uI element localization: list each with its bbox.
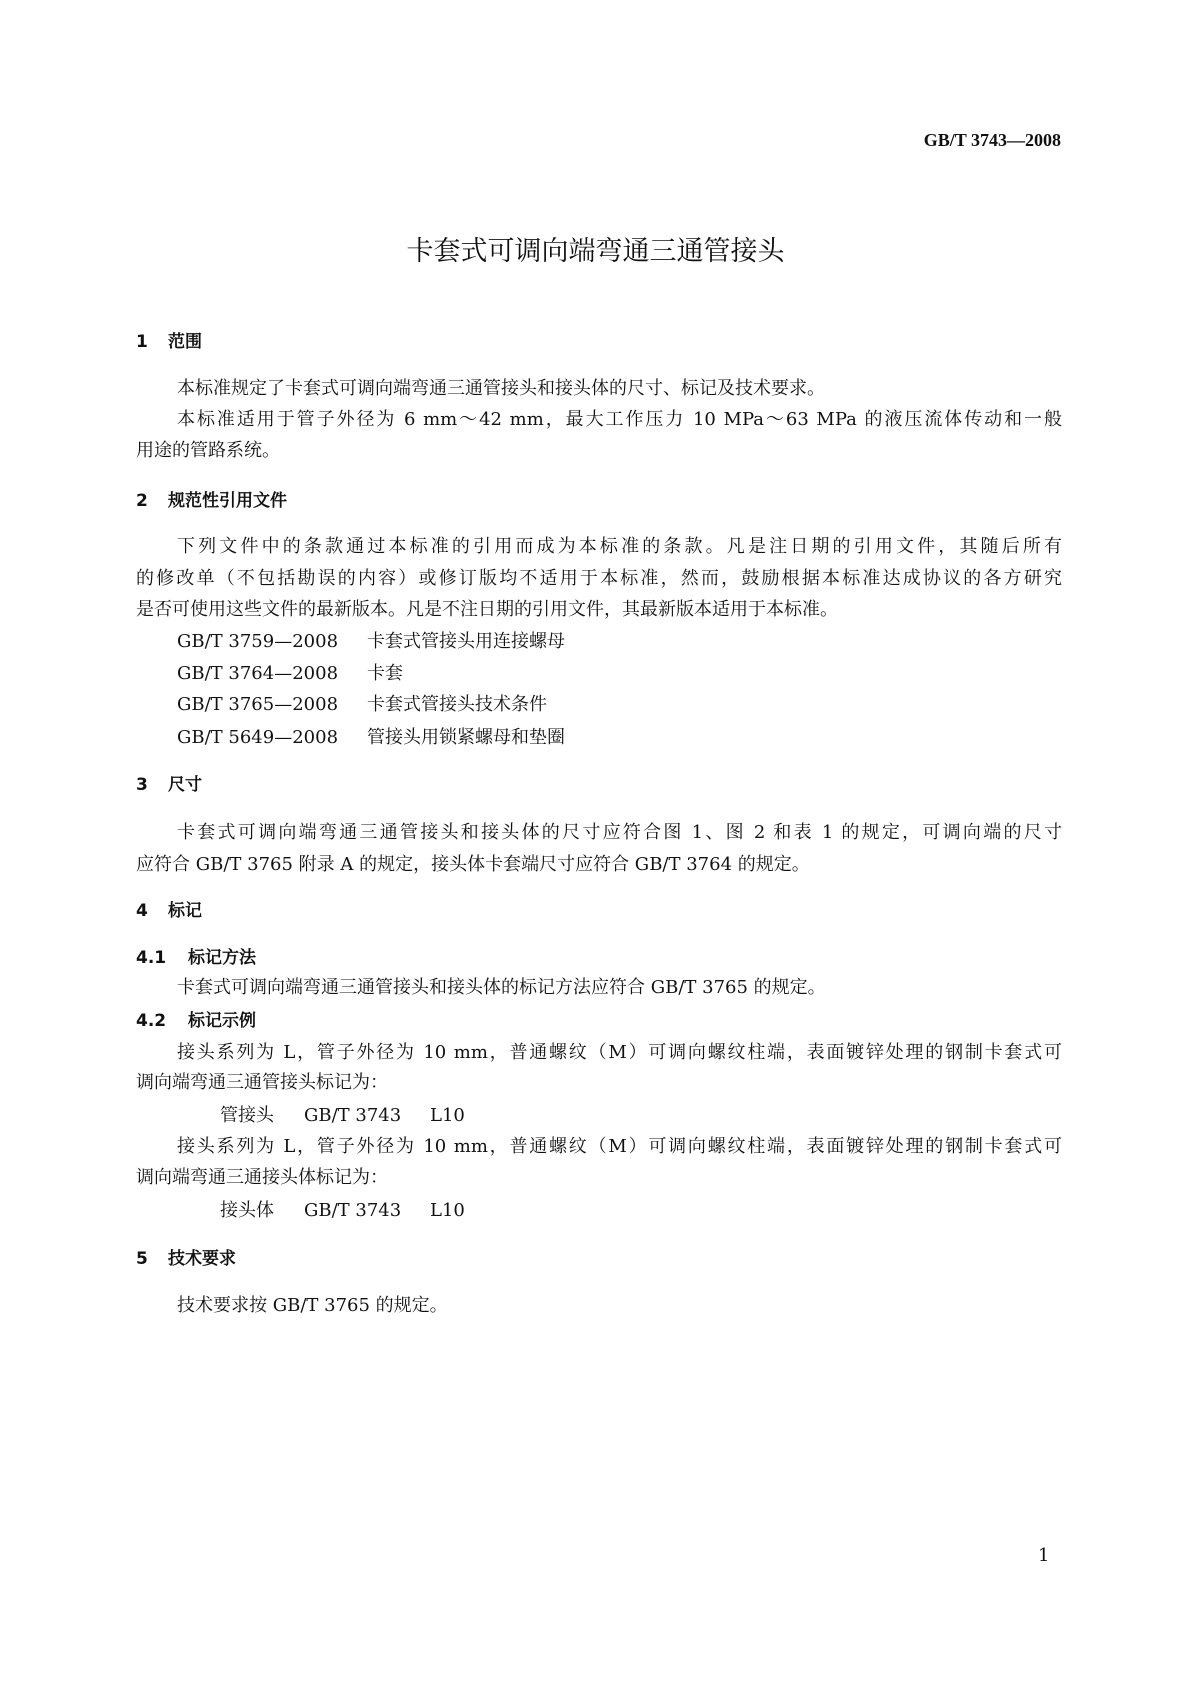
paragraph: 的修改单（不包括勘误的内容）或修订版均不适用于本标准，然而，鼓励根据本标准达成协议的各方研究 xyxy=(136,568,1062,589)
section-heading-2: 2 规范性引用文件 xyxy=(136,491,287,511)
section-heading-3: 3 尺寸 xyxy=(136,775,202,795)
reference-item: GB/T 3765—2008 卡套式管接头技术条件 xyxy=(177,694,547,715)
paragraph: 卡套式可调向端弯通三通管接头和接头体的标记方法应符合 GB/T 3765 的规定。 xyxy=(177,977,826,998)
paragraph: 调向端弯通三通接头体标记为： xyxy=(136,1167,388,1188)
paragraph: 卡套式可调向端弯通三通管接头和接头体的尺寸应符合图 1、图 2 和表 1 的规定，可调向端的尺寸 xyxy=(177,822,1062,843)
reference-item: GB/T 3764—2008 卡套 xyxy=(177,663,403,684)
subsection-heading-4-1: 4.1 标记方法 xyxy=(136,948,256,968)
paragraph: 调向端弯通三通管接头标记为： xyxy=(136,1072,388,1093)
section-heading-5: 5 技术要求 xyxy=(136,1249,236,1269)
section-heading-1: 1 范围 xyxy=(136,332,202,352)
reference-item: GB/T 3759—2008 卡套式管接头用连接螺母 xyxy=(177,631,565,652)
paragraph: 应符合 GB/T 3765 附录 A 的规定，接头体卡套端尺寸应符合 GB/T 3764 的规定。 xyxy=(136,854,810,875)
paragraph: 下列文件中的条款通过本标准的引用而成为本标准的条款。凡是注日期的引用文件，其随后所有 xyxy=(177,536,1062,557)
page-title: 卡套式可调向端弯通三通管接头 xyxy=(406,236,785,267)
paragraph: 接头系列为 L，管子外径为 10 mm，普通螺纹（M）可调向螺纹柱端，表面镀锌处理的钢制卡套式可 xyxy=(177,1042,1062,1063)
section-heading-4: 4 标记 xyxy=(136,901,202,921)
reference-item: GB/T 5649—2008 管接头用锁紧螺母和垫圈 xyxy=(177,727,565,748)
paragraph: 用途的管路系统。 xyxy=(136,440,280,461)
marking-example: 接头体 GB/T 3743 L10 xyxy=(220,1200,465,1221)
marking-example: 管接头 GB/T 3743 L10 xyxy=(220,1105,465,1126)
paragraph: 技术要求按 GB/T 3765 的规定。 xyxy=(177,1295,448,1316)
standard-number-header: GB/T 3743—2008 xyxy=(923,130,1061,150)
paragraph: 接头系列为 L，管子外径为 10 mm，普通螺纹（M）可调向螺纹柱端，表面镀锌处理的钢制卡套式可 xyxy=(177,1136,1062,1157)
subsection-heading-4-2: 4.2 标记示例 xyxy=(136,1011,256,1031)
paragraph: 本标准规定了卡套式可调向端弯通三通管接头和接头体的尺寸、标记及技术要求。 xyxy=(177,378,825,399)
paragraph: 是否可使用这些文件的最新版本。凡是不注日期的引用文件，其最新版本适用于本标准。 xyxy=(136,599,838,620)
page-number: 1 xyxy=(1038,1545,1050,1566)
paragraph: 本标准适用于管子外径为 6 mm～42 mm，最大工作压力 10 MPa～63 MPa 的液压流体传动和一般 xyxy=(177,409,1062,430)
